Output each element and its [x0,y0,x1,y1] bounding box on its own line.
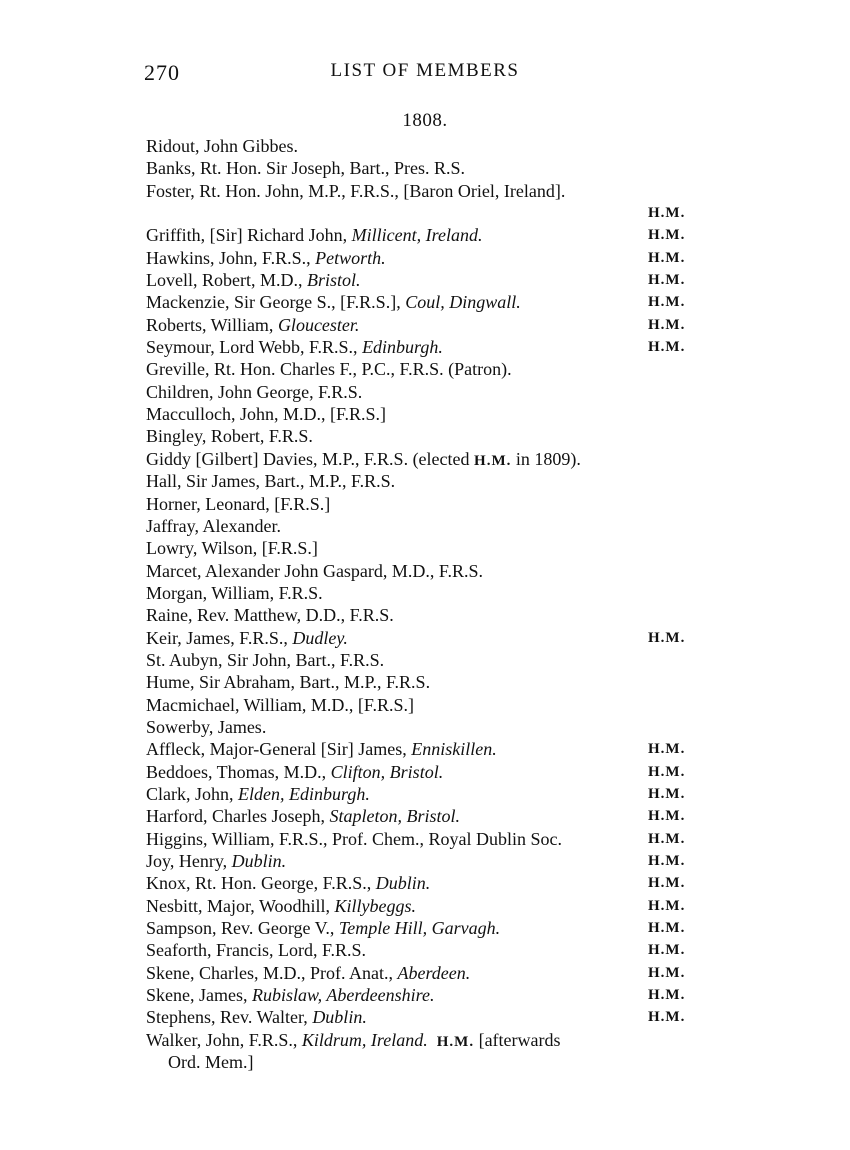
member-entry [146,604,706,626]
honorary-member-mark: H.M. [648,339,686,356]
member-name: Beddoes, Thomas, M.D., [146,761,331,782]
member-place: Edinburgh. [362,337,443,358]
entry-text [146,224,482,246]
member-name: Hall, Sir James, Bart., M.P., F.R.S. [146,471,396,492]
entry-suffix: in 1809). [511,448,581,469]
honorary-member-mark: H.M. [648,629,686,646]
entry-text [146,470,395,492]
member-place: Coul, Dingwall. [405,292,521,313]
member-entry [146,269,706,291]
member-place: Clifton, Bristol. [330,761,444,782]
member-name: Keir, James, F.R.S., [146,627,293,648]
entry-text [146,962,470,984]
entry-text [146,157,465,179]
entry-text [146,560,483,582]
member-name: Skene, Charles, M.D., Prof. Anat., [146,962,398,983]
entry-text [146,761,443,783]
member-name: Marcet, Alexander John Gaspard, M.D., F.R.S. [146,560,484,581]
member-name: Joy, Henry, [146,851,232,871]
member-entry [146,738,706,760]
member-place: Temple Hill, Garvagh. [338,918,501,939]
member-name: Sampson, Rev. George V., [146,918,339,939]
member-entry [146,247,706,269]
entry-text [146,515,281,537]
entry-text [146,805,460,827]
honorary-member-mark: H.M. [648,987,686,1004]
member-entry [146,962,706,984]
entry-text [146,828,562,850]
entry-text [146,493,330,515]
member-name: Affleck, Major-General [Sir] James, [146,739,412,760]
entry-text [146,358,512,380]
member-entry [146,984,706,1006]
entry-text [146,939,366,961]
entry-text [146,291,521,313]
member-place: Stapleton, Bristol. [329,806,460,827]
entry-text [146,872,430,894]
member-name: Higgins, William, F.R.S., Prof. Chem., Royal Dublin Soc. [146,828,563,849]
honorary-member-mark: H.M. [648,830,686,847]
member-entry [146,358,706,380]
member-name: St. Aubyn, Sir John, Bart., F.R.S. [146,649,385,670]
honorary-member-mark: H.M. [648,316,686,333]
honorary-member-mark: H.M. [648,964,686,981]
member-place: Gloucester. [277,314,360,335]
member-entry [146,917,706,939]
member-entry [146,560,706,582]
running-head: LIST OF MEMBERS [330,60,520,81]
member-entry [146,716,706,738]
honorary-member-mark: H.M. [648,205,686,222]
member-name: Giddy [Gilbert] Davies, M.P., F.R.S. (elected [146,448,475,469]
entry-suffix: [afterwards [474,1029,561,1050]
member-place: Elden, Edinburgh. [238,783,370,804]
member-place: Aberdeen. [397,962,471,983]
member-name: Greville, Rt. Hon. Charles F., P.C., F.R.S. (Patron). [146,359,512,380]
honorary-member-mark: H.M. [648,785,686,802]
honorary-member-mark: H.M. [648,741,686,758]
member-place: Dublin. [375,873,431,894]
member-name: Stephens, Rev. Walter, [146,1007,313,1028]
entry-text [146,850,286,872]
member-entry [146,761,706,783]
member-name: Harford, Charles Joseph, [146,806,330,827]
entry-text [146,425,313,447]
honorary-member-mark: H.M. [648,853,686,869]
entry-text [146,917,500,939]
member-entry [146,627,706,649]
member-name: Foster, Rt. Hon. John, M.P., F.R.S., [Baron Oriel, Ireland]. [146,180,566,201]
member-name: Seaforth, Francis, Lord, F.R.S. [146,940,367,961]
member-list [146,135,706,1073]
honorary-member-mark: H.M. [648,294,686,311]
entry-text [146,582,323,604]
member-entry [146,537,706,559]
entry-text [146,180,565,202]
member-place: Rubislaw, Aberdeenshire. [251,985,435,1006]
member-entry [146,694,706,716]
honorary-member-mark: H.M. [648,897,686,914]
member-name: Bingley, Robert, F.R.S. [146,426,313,447]
member-name: Seymour, Lord Webb, F.R.S., [146,337,363,358]
entry-text [146,694,414,716]
member-entry [146,1029,706,1051]
member-entry [146,224,706,246]
entry-text [146,403,386,425]
honorary-member-mark: H.M. [648,1009,686,1026]
member-name: Banks, Rt. Hon. Sir Joseph, Bart., Pres. R.S. [146,158,466,179]
page-number: 270 [144,60,180,85]
member-name: Ridout, John Gibbes. [146,136,299,156]
member-place: Enniskillen. [411,739,497,760]
member-entry [146,783,706,805]
member-entry [146,939,706,961]
entry-text [146,716,266,738]
member-name: Lovell, Robert, M.D., [146,270,307,291]
honorary-member-mark: H.M. [648,249,686,266]
member-entry [146,805,706,827]
member-name: Knox, Rt. Hon. George, F.R.S., [146,873,376,894]
member-entry [146,425,706,447]
member-entry [146,314,706,336]
entry-text [146,738,497,760]
member-name: Mackenzie, Sir George S., [F.R.S.], [146,292,406,313]
honorary-member-mark: H.M. [648,763,686,780]
entry-text [146,336,443,358]
entry-text [146,783,370,805]
entry-text [146,448,581,472]
honorary-member-mark: H.M. [648,875,686,892]
honorary-member-mark: H.M. [474,452,512,469]
entry-text [146,135,298,157]
member-name: Hume, Sir Abraham, Bart., M.P., F.R.S. [146,672,431,693]
honorary-member-mark: H.M. [648,227,686,244]
member-name: Sowerby, James. [146,716,267,737]
member-entry [146,381,706,403]
member-entry [146,828,706,850]
entry-text [146,269,361,291]
member-name: Skene, James, [146,985,252,1006]
honorary-member-mark: H.M. [648,272,686,289]
member-place: Bristol. [306,270,361,291]
entry-text [146,649,384,671]
member-entry [146,291,706,313]
member-name: Nesbitt, Major, Woodhill, [146,895,335,916]
honorary-member-mark: H.M. [436,1033,475,1050]
member-entry [146,403,706,425]
entry-text [146,671,430,693]
member-place: Dublin. [312,1007,367,1028]
member-name: Lowry, Wilson, [F.R.S.] [146,538,318,559]
member-name: Raine, Rev. Matthew, D.D., F.R.S. [146,605,394,626]
member-entry [146,180,706,202]
member-entry [146,157,706,179]
member-name: Roberts, William, [146,314,278,335]
member-entry [146,582,706,604]
entry-text [146,604,394,626]
member-name: Morgan, William, F.R.S. [146,582,323,603]
member-place: Kildrum, Ireland. [301,1029,428,1050]
member-entry [146,850,706,872]
entry-text [146,1006,367,1028]
member-entry [146,202,706,224]
member-entry [146,470,706,492]
member-entry [146,135,706,157]
member-entry [146,649,706,671]
member-place: Dublin. [231,851,287,871]
honorary-member-mark: H.M. [648,808,686,825]
member-place: Millicent, Ireland. [351,225,483,246]
member-name: Hawkins, John, F.R.S., [146,247,316,268]
honorary-member-mark: H.M. [648,942,686,959]
member-entry [146,1006,706,1028]
member-entry [146,336,706,358]
member-entry [146,493,706,515]
entry-text [146,1029,561,1053]
section-year: 1808. [402,110,448,131]
member-name: Horner, Leonard, [F.R.S.] [146,493,331,514]
entry-text [146,314,359,336]
member-name: Children, John George, F.R.S. [146,381,363,402]
entry-text [146,984,434,1006]
entry-text [146,895,416,917]
member-entry [146,1051,706,1073]
member-name: Macculloch, John, M.D., [F.R.S.] [146,404,387,425]
honorary-member-mark: H.M. [648,920,686,937]
member-place: Dudley. [292,627,348,648]
member-entry [146,872,706,894]
member-entry [146,448,706,470]
member-place: Petworth. [315,247,386,268]
entry-text [146,627,348,649]
entry-text [146,247,386,269]
member-name: Clark, John, [146,783,238,804]
entry-text [146,381,362,403]
member-entry [146,515,706,537]
member-name: Macmichael, William, M.D., [F.R.S.] [146,694,414,715]
member-name: Jaffray, Alexander. [146,515,281,536]
member-name: Walker, John, F.R.S., [146,1029,302,1050]
member-place: Killybeggs. [334,895,416,916]
member-entry [146,671,706,693]
entry-continuation: Ord. Mem.] [168,1052,254,1073]
member-name: Griffith, [Sir] Richard John, [146,225,352,246]
member-entry [146,895,706,917]
entry-text [146,537,318,559]
